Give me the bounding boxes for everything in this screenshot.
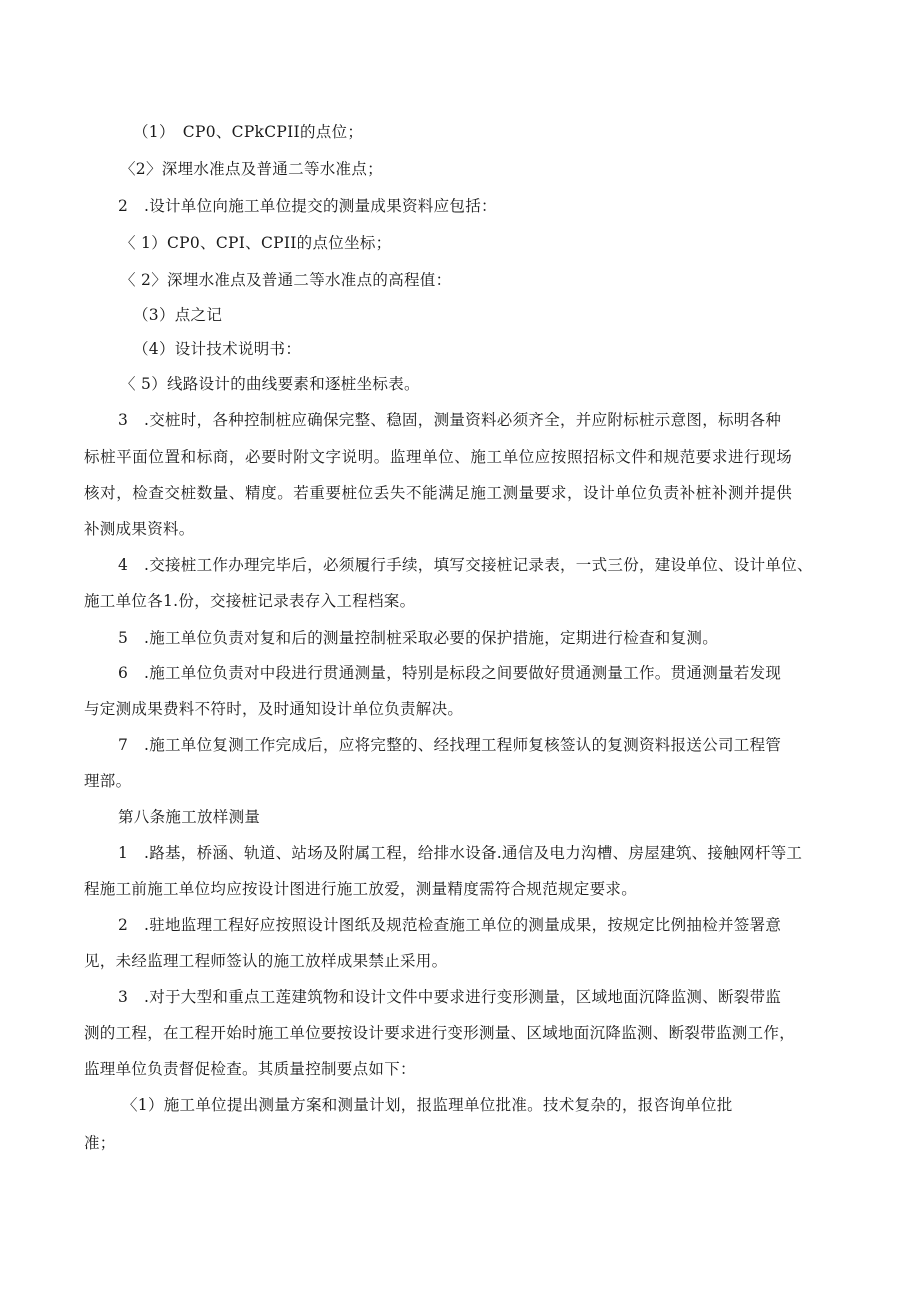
text-line: 理部。 [84,772,132,790]
text-line: 〈 2〉深埋水准点及普通二等水准点的高程值： [120,271,452,289]
text-line: 程施工前施工单位均应按设计图进行施工放爱，测量精度需符合规范规定要求。 [84,880,638,898]
text-line: 〈2〉深埋水准点及普通二等水准点； [120,160,383,178]
text-line: 补测成果资料。 [84,520,195,538]
text-line: 2 .驻地监理工程好应按照设计图纸及规范检查施工单位的测量成果，按规定比例抽检并签署意 [118,916,782,934]
text-line: 7 .施工单位复测工作完成后，应将完整的、经找理工程师复核签认的复测资料报送公司工程管 [118,736,782,754]
text-line: 〈 1）CP0、CPI、CPII的点位坐标； [120,234,392,252]
text-line: （3）点之记 [133,306,223,324]
text-line: 标桩平面位置和标商，必要时附文字说明。监理单位、施工单位应按照招标文件和规范要求进行现场 [84,448,793,466]
text-line: 〈1）施工单位提出测量方案和测量计划，报监理单位批准。技术复杂的，报咨询单位批 [122,1096,733,1114]
text-line: 测的工程，在工程开始时施工单位要按设计要求进行变形测量、区域地面沉降监测、断裂带监测工作， [84,1024,796,1042]
text-line: 监理单位负责督促检查。其质量控制要点如下： [84,1060,416,1078]
text-line: 核对，检查交桩数量、精度。若重要桩位丢失不能满足施工测量要求，设计单位负责补桩补测并提供 [84,484,793,502]
text-line: 〈 5）线路设计的曲线要素和逐桩坐标表。 [120,375,420,393]
text-line: 见，未经监理工程师签认的施工放样成果禁止采用。 [84,952,448,970]
text-line: 与定测成果费料不符时，及时通知设计单位负责解决。 [84,700,464,718]
text-line: 施工单位各1.份，交接桩记录表存入工程档案。 [84,592,416,610]
text-line: 准； [84,1134,116,1152]
text-line: 3 .交桩时，各种控制桩应确保完整、稳固，测量资料必须齐全，并应附标桩示意图，标明各种 [118,411,782,429]
text-line: （4）设计技术说明书： [133,340,302,358]
text-line: 3 .对于大型和重点工莲建筑物和设计文件中要求进行变形测量，区域地面沉降监测、断裂带监 [118,988,782,1006]
text-line: 1 .路基，桥涵、轨道、站场及附属工程，给排水设备.通信及电力沟槽、房屋建筑、接触网杆等工 [118,844,803,862]
text-line: 5 .施工单位负责对复和后的测量控制桩采取必要的保护措施，定期进行检查和复测。 [118,629,718,647]
text-line: 4 .交接桩工作办理完毕后，必须履行手续，填写交接桩记录表，一式三份，建设单位、设计单位、 [118,556,813,574]
section-heading: 第八条施工放样测量 [118,808,261,826]
text-line: （1） CP0、CPkCPII的点位； [133,123,364,141]
text-line: 2 .设计单位向施工单位提交的测量成果资料应包括： [118,197,497,215]
text-line: 6 .施工单位负责对中段进行贯通测量，特别是标段之间要做好贯通测量工作。贯通测量若发现 [118,664,782,682]
